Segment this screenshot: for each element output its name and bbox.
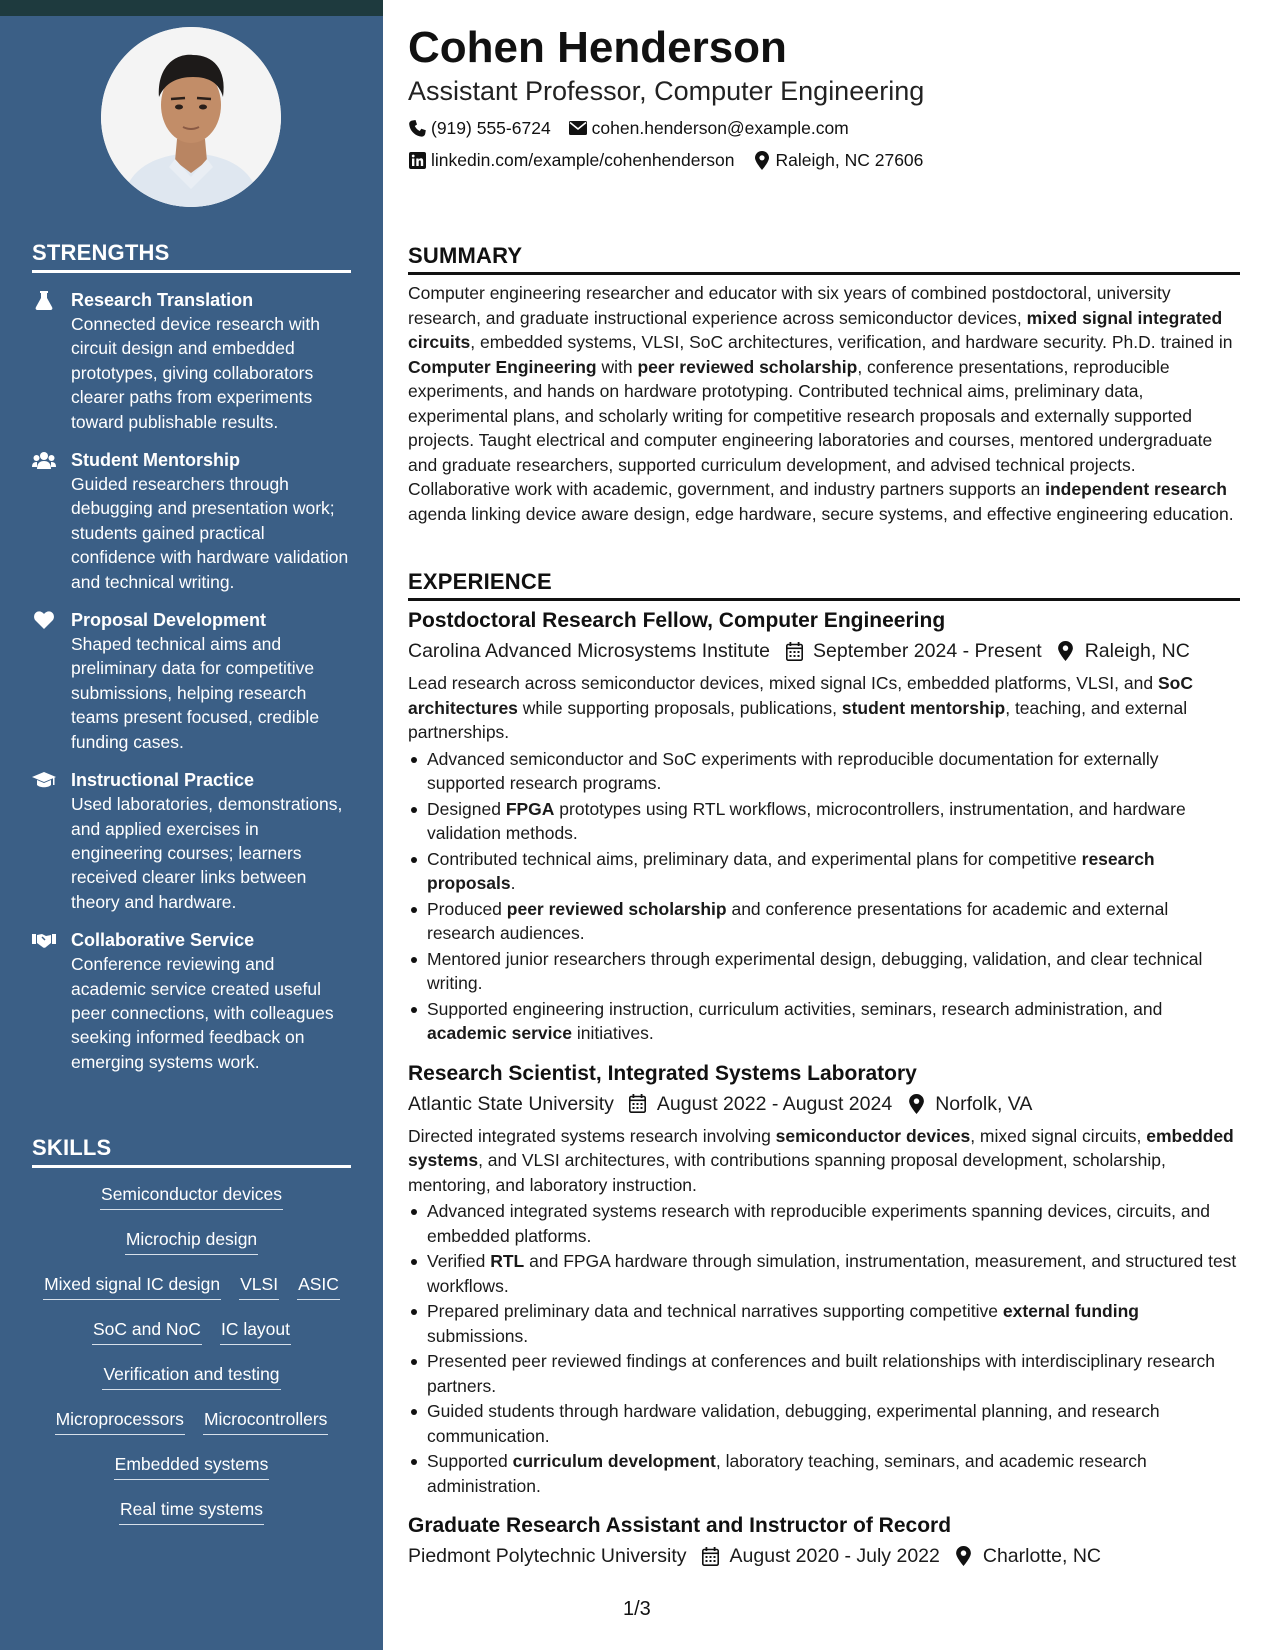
strength-item (32, 928, 354, 1074)
emphasis-text: semiconductor devices (775, 1125, 971, 1146)
job-bullet (408, 947, 1240, 996)
strength-item (32, 448, 354, 594)
emphasis-text: peer reviewed scholarship (637, 356, 858, 377)
job-bullet (408, 897, 1240, 946)
job-description (408, 1124, 1240, 1198)
strengths-heading: STRENGTHS (32, 240, 351, 273)
job-bullets (408, 747, 1240, 1046)
strength-item (32, 288, 354, 434)
skill-tag: Semiconductor devices (100, 1182, 283, 1210)
text-run: Directed integrated systems research involving (408, 1125, 776, 1146)
skill-tag: VLSI (239, 1272, 279, 1300)
emphasis-text: peer reviewed scholarship (506, 898, 727, 919)
skill-tag: IC layout (220, 1317, 291, 1345)
map-pin-icon (954, 1546, 974, 1566)
emphasis-text: independent research (1045, 479, 1227, 499)
strength-item (32, 768, 354, 914)
job-bullet (408, 1249, 1240, 1298)
strength-title: Research Translation (71, 290, 254, 310)
skill-row (32, 1407, 351, 1452)
text-run: Advanced integrated systems research with reproducible experiments spanning devices, circuits, and embedded platforms. (427, 1201, 1211, 1246)
phone-icon (408, 119, 426, 137)
emphasis-text: student mentorship (841, 697, 1006, 718)
sidebar (0, 0, 383, 1650)
text-run: submissions. (427, 1325, 529, 1346)
emphasis-text: curriculum development (512, 1451, 716, 1471)
map-pin-icon (906, 1094, 926, 1114)
summary-text (408, 281, 1240, 526)
linkedin-link[interactable]: linkedin.com/example/cohenhenderson (431, 150, 735, 170)
contact-linkedin (408, 148, 735, 172)
job-bullet (408, 847, 1240, 896)
envelope-icon (569, 119, 587, 137)
job-bullet (408, 1349, 1240, 1398)
text-run: , and VLSI architectures, with contributions spanning proposal development, scholarship, mentoring, and laboratory instruction. (408, 1150, 1166, 1195)
contact-row (408, 116, 1240, 140)
skill-tag: Real time systems (119, 1497, 264, 1525)
job-meta (408, 637, 1240, 665)
strength-desc: Used laboratories, demonstrations, and applied exercises in engineering courses; learners received clearer links between theory and hardware. (71, 794, 343, 912)
text-run: and conference presentations for academic and external research audiences. (427, 898, 1169, 943)
emphasis-text: mixed signal integrated circuits (408, 307, 1223, 352)
map-pin-icon (753, 151, 771, 169)
strength-title: Proposal Development (71, 610, 267, 631)
text-run: initiatives. (571, 1023, 654, 1043)
users-icon (32, 449, 56, 471)
calendar-icon (701, 1546, 721, 1566)
skill-row (32, 1182, 351, 1227)
skill-tag: Verification and testing (102, 1362, 280, 1390)
text-run: Presented peer reviewed findings at conferences and built relationships with interdisciplinary research partners. (427, 1351, 1215, 1396)
strength-title: Student Mentorship (71, 450, 240, 471)
heart-icon (32, 609, 56, 631)
text-run: Advanced semiconductor and SoC experiments with reproducible documentation for externally supported research programs. (427, 748, 1159, 793)
text-run: Contributed technical aims, preliminary data, and experimental plans for competitive (427, 848, 1082, 869)
skill-row (32, 1362, 351, 1407)
skill-tag: ASIC (297, 1272, 340, 1300)
contact-location (753, 148, 924, 172)
job-meta (408, 1542, 1240, 1570)
job-title: Graduate Research Assistant and Instructor of Record (408, 1514, 952, 1537)
text-run: , mixed signal circuits, (970, 1125, 1147, 1146)
resume-header (408, 22, 1240, 172)
text-run: , teaching, and external partnerships. (408, 697, 1188, 742)
emphasis-text: research proposals (427, 848, 1155, 893)
job-bullet (408, 1199, 1240, 1248)
sidebar-top-bar (0, 0, 383, 16)
emphasis-text: embedded systems (408, 1125, 1234, 1170)
job-dates: August 2020 - July 2022 (729, 1545, 940, 1567)
strength-desc: Shaped technical aims and preliminary data for competitive submissions, helping research teams present focused, credible funding cases. (71, 634, 320, 752)
job-bullet (408, 797, 1240, 846)
skill-tag: Embedded systems (114, 1452, 270, 1480)
emphasis-text: FPGA (505, 798, 555, 819)
job-entry (408, 607, 1240, 1046)
strength-desc: Guided researchers through debugging and presentation work; students gained practical confidence with hardware validation and technical writing. (71, 474, 349, 592)
strengths-list (32, 288, 354, 1088)
candidate-role: Assistant Professor, Computer Engineering (408, 76, 925, 106)
text-run: Lead research across semiconductor devices, mixed signal ICs, embedded platforms, VLSI, and (408, 673, 1158, 693)
text-run: , embedded systems, VLSI, SoC architectures, verification, and hardware security. Ph.D. trained in (470, 332, 1233, 352)
job-entry (408, 1060, 1240, 1499)
job-description (408, 671, 1240, 745)
job-dates: September 2024 - Present (813, 640, 1042, 662)
job-bullets (408, 1199, 1240, 1498)
job-location: Raleigh, NC (1084, 640, 1190, 662)
location-text: Raleigh, NC 27606 (775, 150, 924, 170)
text-run: . (510, 873, 516, 893)
job-dates: August 2022 - August 2024 (656, 1092, 893, 1115)
skill-row (32, 1497, 351, 1542)
job-bullet (408, 997, 1240, 1046)
job-location: Norfolk, VA (935, 1092, 1033, 1115)
text-run: , laboratory teaching, seminars, and academic research administration. (427, 1451, 1147, 1496)
flask-icon (32, 289, 56, 311)
graduation-cap-icon (32, 769, 56, 791)
job-bullet (408, 1299, 1240, 1348)
text-run: agenda linking device aware design, edge hardware, secure systems, and effective engineering education. (408, 503, 1234, 524)
text-run: with (596, 356, 638, 377)
contact-row (408, 148, 1240, 172)
text-run: Supported engineering instruction, curriculum activities, seminars, research administration, and (427, 998, 1163, 1019)
job-title: Research Scientist, Integrated Systems Laboratory (408, 1061, 917, 1085)
linkedin-icon (408, 151, 426, 169)
email-link[interactable]: cohen.henderson@example.com (591, 118, 849, 138)
text-run: Designed (427, 798, 506, 819)
experience-list (408, 607, 1240, 1584)
job-bullet (408, 1449, 1240, 1498)
text-run: , conference presentations, reproducible experiments, and hands on hardware prototyping. Contributed technical aims, preliminary data, experimental plans, and scholarly writing for competitive research proposals and externally supported projects. Taught electrical and computer engineering laboratories and courses, mentored undergraduate and graduate researchers, supported curriculum development, and advised technical projects. Collaborative work with academic, government, and industry partners supports an (408, 356, 1213, 499)
experience-heading: EXPERIENCE (408, 568, 1240, 601)
skill-tag: SoC and NoC (92, 1317, 202, 1345)
handshake-icon (32, 929, 56, 951)
job-org: Piedmont Polytechnic University (408, 1545, 687, 1567)
calendar-icon (784, 641, 804, 661)
skills-heading: SKILLS (32, 1135, 351, 1168)
candidate-name: Cohen Henderson (408, 23, 787, 72)
skill-tag: Microchip design (125, 1227, 258, 1255)
job-title: Postdoctoral Research Fellow, Computer Engineering (408, 609, 946, 632)
text-run: Mentored junior researchers through experimental design, debugging, validation, and clear technical writing. (427, 948, 1203, 993)
job-org: Atlantic State University (408, 1092, 614, 1115)
text-run: Verified (427, 1251, 491, 1271)
avatar (101, 27, 281, 207)
contact-phone (408, 116, 551, 140)
skill-row (32, 1272, 351, 1317)
skill-tag: Mixed signal IC design (43, 1272, 221, 1300)
text-run: Produced (427, 898, 507, 919)
job-meta (408, 1090, 1240, 1118)
job-org: Carolina Advanced Microsystems Institute (408, 640, 770, 662)
emphasis-text: academic service (427, 1023, 572, 1043)
strength-title: Collaborative Service (71, 930, 255, 951)
text-run: Prepared preliminary data and technical narratives supporting competitive (427, 1301, 1003, 1321)
skill-tag: Microcontrollers (203, 1407, 329, 1435)
job-bullet (408, 747, 1240, 796)
emphasis-text: RTL (490, 1251, 525, 1271)
phone-text[interactable]: (919) 555-6724 (431, 118, 551, 138)
strength-desc: Conference reviewing and academic service created useful peer connections, with colleagues seeking informed feedback on emerging systems work. (71, 954, 334, 1072)
text-run: Guided students through hardware validation, debugging, experimental planning, and research communication. (427, 1401, 1160, 1446)
emphasis-text: external funding (1002, 1301, 1139, 1321)
text-run: and FPGA hardware through simulation, instrumentation, measurement, and structured test workflows. (427, 1251, 1237, 1296)
skill-tag: Microprocessors (55, 1407, 185, 1435)
job-entry (408, 1512, 1240, 1570)
contact-email (569, 116, 849, 140)
job-bullet (408, 1399, 1240, 1448)
summary-heading: SUMMARY (408, 242, 1240, 275)
skill-row (32, 1317, 351, 1362)
emphasis-text: SoC architectures (408, 673, 1193, 718)
text-run: prototypes using RTL workflows, microcontrollers, instrumentation, and hardware validation methods. (427, 798, 1186, 843)
strength-desc: Connected device research with circuit design and embedded prototypes, giving collaborators clearer paths from experiments toward publishable results. (71, 314, 321, 432)
map-pin-icon (1056, 641, 1076, 661)
skill-row (32, 1227, 351, 1272)
page-number: 1/3 (623, 1598, 651, 1620)
text-run: Supported (427, 1451, 513, 1471)
strength-title: Instructional Practice (71, 770, 255, 791)
emphasis-text: Computer Engineering (408, 356, 597, 377)
calendar-icon (628, 1094, 648, 1114)
strength-item (32, 608, 354, 754)
text-run: while supporting proposals, publications, (517, 697, 842, 718)
text-run: Computer engineering researcher and educator with six years of combined postdoctoral, university research, and graduate instructional experience across semiconductor devices, (408, 283, 1171, 328)
job-location: Charlotte, NC (982, 1545, 1101, 1567)
skill-row (32, 1452, 351, 1497)
skills-list (32, 1182, 351, 1542)
